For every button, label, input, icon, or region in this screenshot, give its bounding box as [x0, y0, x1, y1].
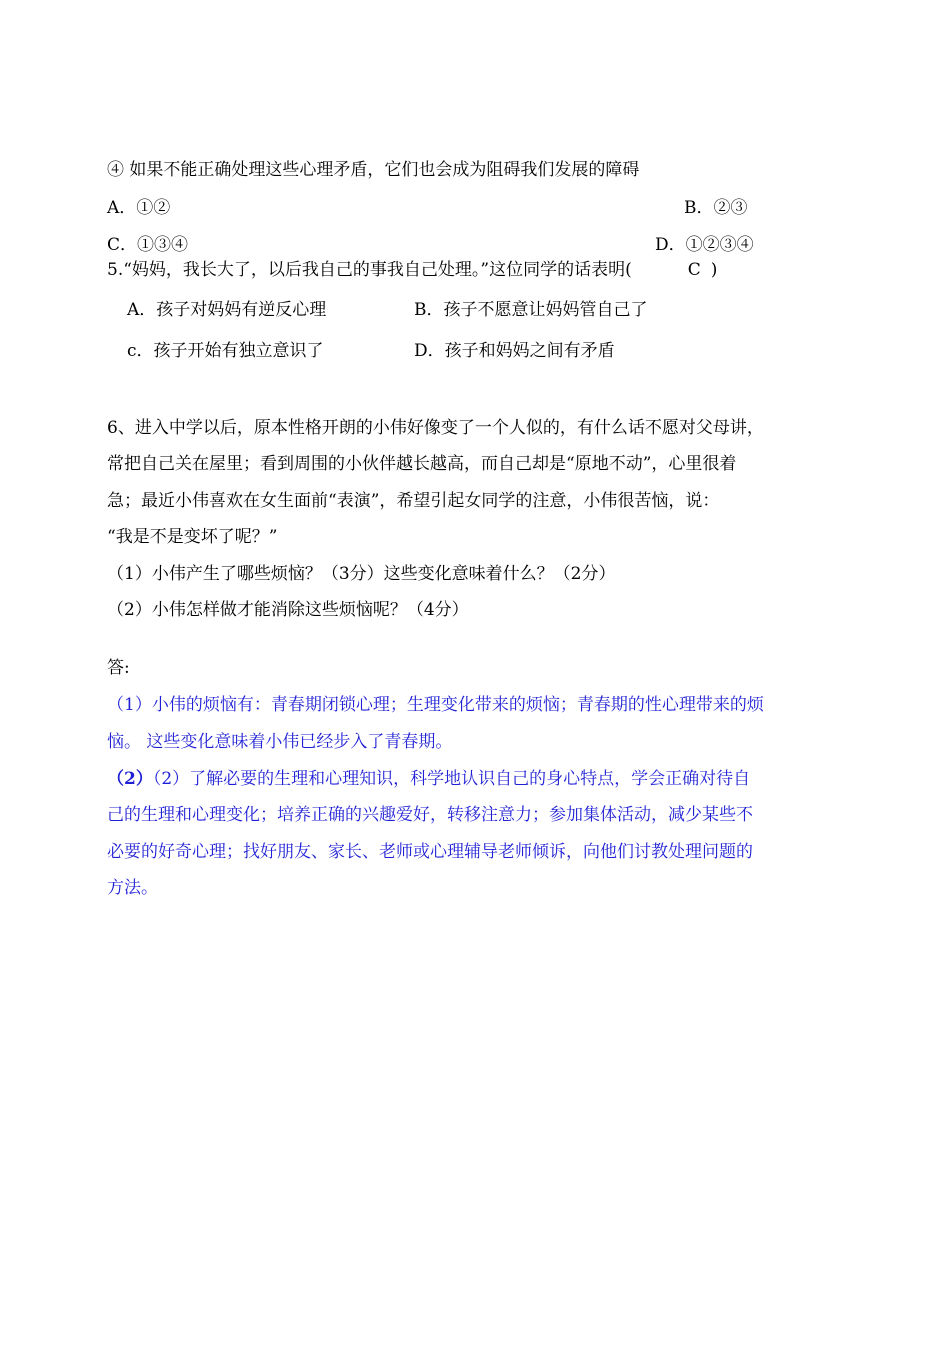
q5-option-c: c．孩子开始有独立意识了 — [127, 341, 324, 361]
q5-stem — [107, 258, 717, 282]
answer-2-prefix: （2） — [107, 769, 153, 789]
answer-2-line-3: 必要的好奇心理；找好朋友、家长、老师或心理辅导老师倾诉，向他们讨教处理问题的 — [107, 842, 753, 862]
q4-option-d: D．①②③④ — [655, 235, 754, 255]
q6-line-4: “我是不是变坏了呢？” — [107, 527, 278, 547]
q4-option-a: A．①② — [107, 198, 171, 218]
q5-close-paren: ) — [710, 260, 718, 280]
q6-subquestion-1: （1）小伟产生了哪些烦恼？（3分）这些变化意味着什么？（2分） — [107, 564, 616, 584]
answer-2-line-4: 方法。 — [107, 878, 158, 898]
answer-1-line-1: （1）小伟的烦恼有：青春期闭锁心理；生理变化带来的烦恼；青春期的性心理带来的烦 — [107, 695, 764, 715]
q5-option-a: A．孩子对妈妈有逆反心理 — [127, 300, 327, 320]
answer-label: 答: — [107, 658, 130, 678]
q5-answer: C — [687, 260, 701, 280]
answer-2-text: （2）了解必要的生理和心理知识，科学地认识自己的身心特点，学会正确对待自 — [152, 769, 751, 789]
q6-line-2: 常把自己关在屋里；看到周围的小伙伴越长越高，而自己却是“原地不动”，心里很着 — [107, 454, 737, 474]
q6-subquestion-2: （2）小伟怎样做才能消除这些烦恼呢？（4分） — [107, 600, 469, 620]
answer-2-line-1 — [107, 767, 750, 791]
answer-2-line-2: 己的生理和心理变化；培养正确的兴趣爱好，转移注意力；参加集体活动，减少某些不 — [107, 805, 753, 825]
q5-option-b: B．孩子不愿意让妈妈管自己了 — [414, 300, 648, 320]
answer-1-line-2: 恼。 这些变化意味着小伟已经步入了青春期。 — [107, 732, 453, 752]
q5-option-d: D．孩子和妈妈之间有矛盾 — [414, 341, 615, 361]
q4-option-b: B．②③ — [684, 198, 748, 218]
q4-option-c: C．①③④ — [107, 235, 189, 255]
q6-line-1: 6、进入中学以后，原本性格开朗的小伟好像变了一个人似的，有什么话不愿对父母讲， — [107, 418, 764, 438]
q6-line-3: 急；最近小伟喜欢在女生面前“表演”，希望引起女同学的注意，小伟很苦恼，说： — [107, 491, 720, 511]
q5-stem-text: 5.“妈妈，我长大了，以后我自己的事我自己处理。”这位同学的话表明( — [107, 260, 632, 280]
q4-statement-4: ④ 如果不能正确处理这些心理矛盾，它们也会成为阻碍我们发展的障碍 — [107, 160, 640, 180]
